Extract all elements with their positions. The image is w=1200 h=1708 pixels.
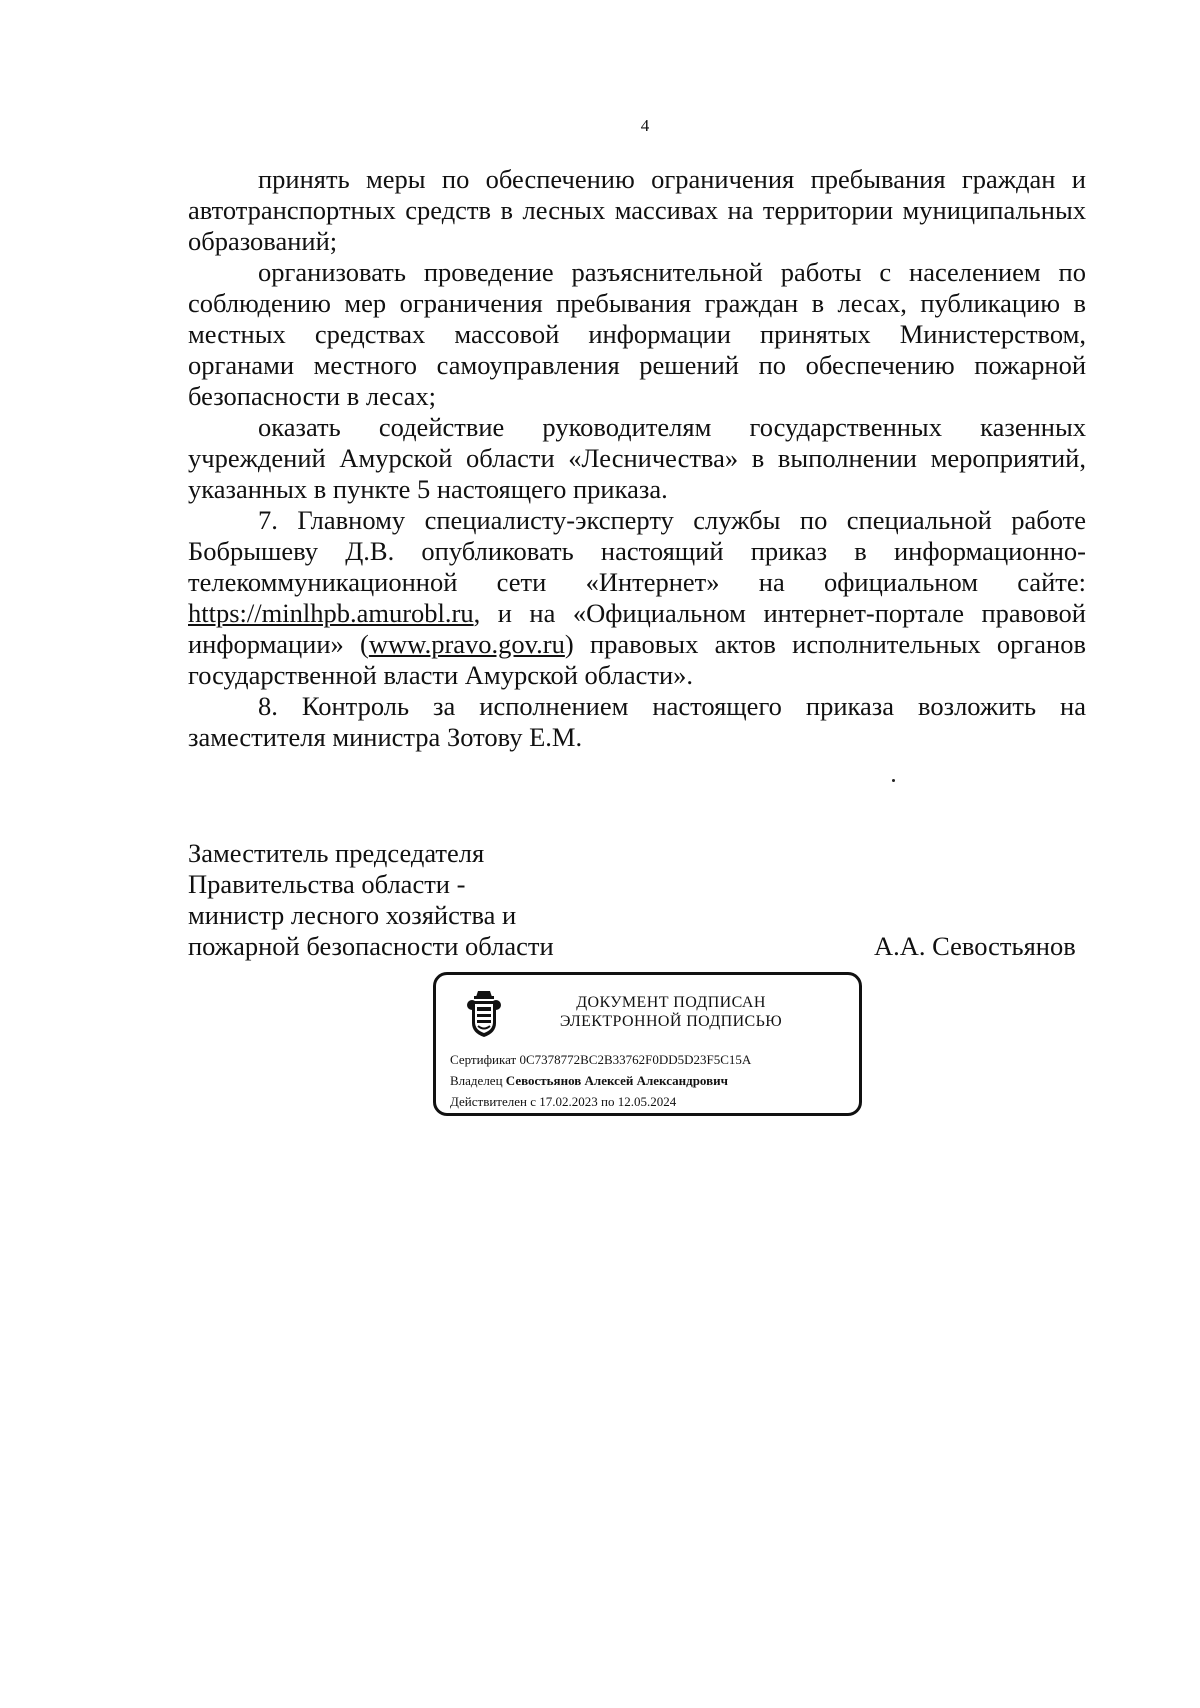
paragraph-explanatory-work: организовать проведение разъяснительной работы с населением по соблюдению мер ограничения пребывания граждан в лесах, публикацию в местных средствах массовой информации принятых Министерством, органами местного самоуправления решений по обеспечению пожарной безопасности в лесах;: [188, 257, 1086, 411]
ministry-site-link[interactable]: https://minlhpb.amurobl.ru: [188, 598, 474, 628]
electronic-signature-stamp: [433, 972, 862, 1116]
signatory-line: пожарной безопасности области: [188, 931, 554, 961]
valid-label: Действителен: [450, 1094, 527, 1109]
stamp-title-line: ДОКУМЕНТ ПОДПИСАН: [576, 994, 766, 1011]
stamp-certificate-row: [450, 1049, 850, 1070]
stamp-title: [546, 993, 796, 1031]
page-number: 4: [640, 116, 650, 135]
item-7-text-start: 7. Главному специалисту-эксперту службы по специальной работе Бобрышеву Д.В. опубликовать настоящий приказ в информационно-телекоммуникационной сети «Интернет» на официальном сайте:: [188, 505, 1086, 597]
pravo-portal-link[interactable]: www.pravo.gov.ru: [368, 629, 565, 659]
certificate-value: 0C7378772BC2B33762F0DD5D23F5C15A: [519, 1052, 752, 1067]
stamp-title-line: ЭЛЕКТРОННОЙ ПОДПИСЬЮ: [559, 1013, 783, 1030]
stray-dot: [892, 779, 895, 782]
owner-value: Севостьянов Алексей Александрович: [505, 1073, 728, 1088]
certificate-label: Сертификат: [450, 1052, 517, 1067]
signer-name: А.А. Севостьянов: [874, 931, 1076, 961]
coat-of-arms-icon: [464, 989, 504, 1039]
signatory-line: министр лесного хозяйства и: [188, 900, 517, 930]
paragraph-measures: принять меры по обеспечению ограничения пребывания граждан и автотранспортных средств в лесных массивах на территории муниципальных образований;: [188, 164, 1086, 256]
valid-to-word: по: [601, 1094, 615, 1109]
signatory-line: Правительства области -: [188, 869, 466, 899]
signatory-line: Заместитель председателя: [188, 838, 485, 868]
owner-label: Владелец: [450, 1073, 503, 1088]
stamp-owner-row: [450, 1070, 850, 1091]
paragraph-item-7: [188, 505, 1086, 691]
paragraph-assistance: оказать содействие руководителям государственных казенных учреждений Амурской области «Лесничества» в выполнении мероприятий, указанных в пункте 5 настоящего приказа.: [188, 412, 1086, 504]
stamp-validity-row: [450, 1091, 850, 1112]
document-body: [188, 164, 1086, 753]
stamp-details: [450, 1049, 850, 1112]
item-7-text-middle: , и на «Официальном интернет-портале правовой информации» (: [188, 598, 1086, 659]
paragraph-item-8: 8. Контроль за исполнением настоящего приказа возложить на заместителя министра Зотову Е.М.: [188, 691, 1086, 752]
valid-from-word: с: [530, 1094, 536, 1109]
signatory-position: [188, 838, 608, 962]
valid-from-date: 17.02.2023: [539, 1094, 598, 1109]
valid-to-date: 12.05.2024: [617, 1094, 677, 1109]
item-7-text-end: ) правовых актов исполнительных органов государственной власти Амурской области».: [188, 629, 1086, 690]
